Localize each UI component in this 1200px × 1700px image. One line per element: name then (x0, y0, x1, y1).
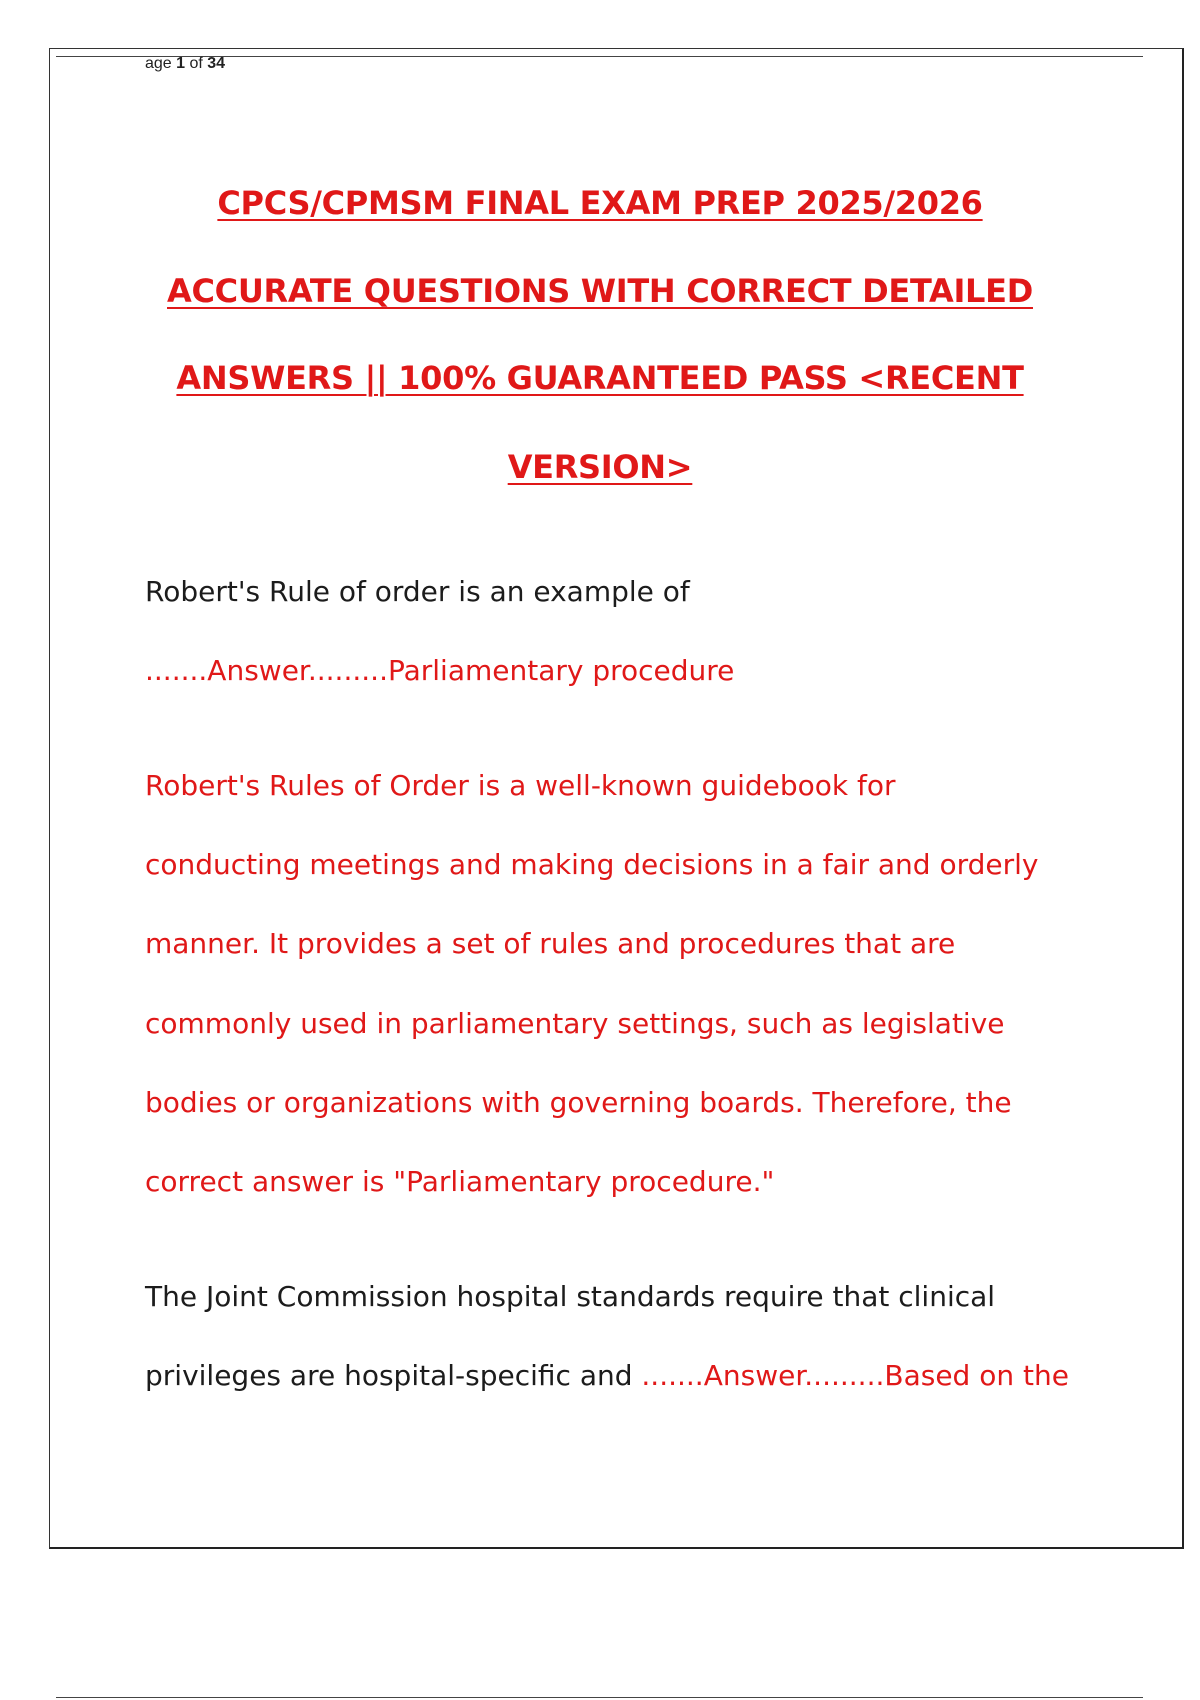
explanation-1-line-2: conducting meetings and making decisions in a fair and orderly (145, 848, 1039, 881)
answer-1: .......Answer.........Parliamentary procedure (145, 654, 735, 687)
explanation-1-line-4: commonly used in parliamentary settings, such as legislative (145, 1007, 1005, 1040)
title-line-3: ANSWERS || 100% GUARANTEED PASS <RECENT (176, 359, 1024, 397)
footer-rule (56, 1697, 1143, 1698)
question-2-line-1: The Joint Commission hospital standards require that clinical (145, 1280, 996, 1313)
page-total: 34 (207, 55, 226, 72)
explanation-1-line-6: correct answer is "Parliamentary procedure." (145, 1165, 775, 1198)
question-1: Robert's Rule of order is an example of (145, 575, 690, 608)
page-number: age 1 of 34 (145, 55, 226, 72)
title-line-2: ACCURATE QUESTIONS WITH CORRECT DETAILED (167, 272, 1033, 310)
explanation-1-line-5: bodies or organizations with governing boards. Therefore, the (145, 1086, 1012, 1119)
explanation-1-line-1: Robert's Rules of Order is a well-known guidebook for (145, 769, 896, 802)
title-line-4: VERSION> (507, 448, 693, 486)
question-2-line-2 (145, 1359, 1069, 1393)
answer-2-start: .......Answer.........Based on the (641, 1359, 1069, 1392)
title-line-1: CPCS/CPMSM FINAL EXAM PREP 2025/2026 (217, 184, 983, 222)
explanation-1-line-3: manner. It provides a set of rules and procedures that are (145, 927, 956, 960)
question-2-text: privileges are hospital-specific and (145, 1359, 642, 1392)
page-current: 1 (176, 55, 186, 72)
